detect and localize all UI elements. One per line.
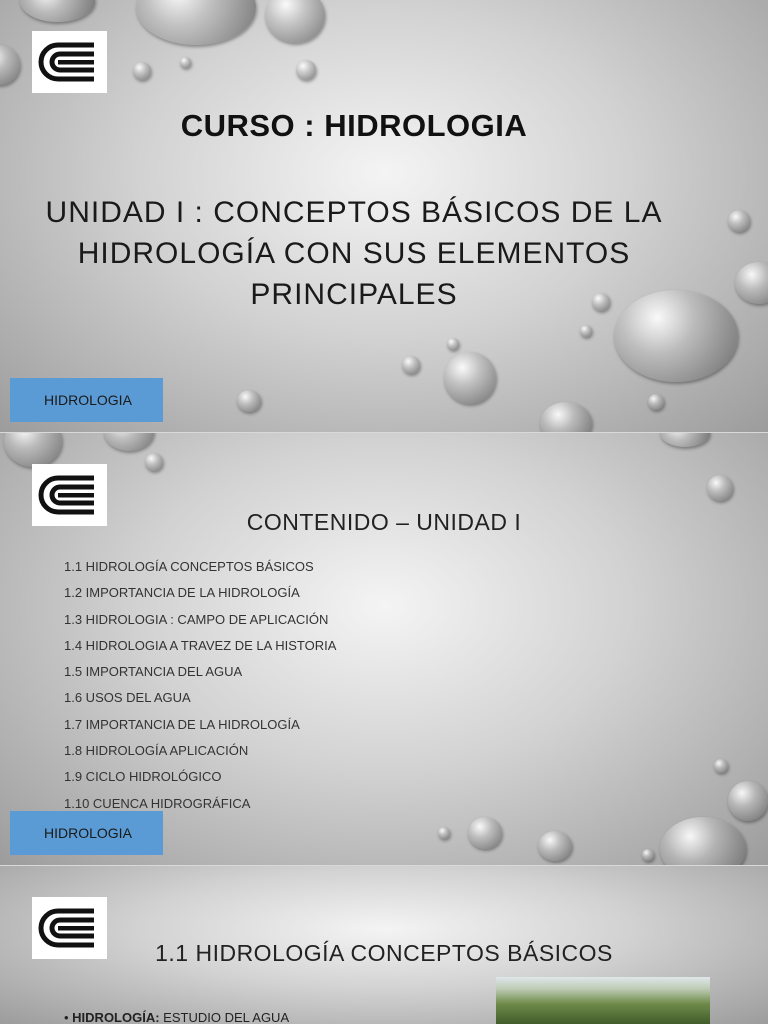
water-drop [540, 402, 592, 432]
water-drop [447, 338, 459, 350]
contents-item: 1.4 HIDROLOGIA A TRAVEZ DE LA HISTORIA [64, 637, 337, 653]
water-drop [468, 817, 502, 849]
contents-heading: CONTENIDO – UNIDAD I [246, 509, 522, 535]
water-drop [402, 356, 420, 374]
course-title: CURSO : HIDROLOGIA [180, 108, 528, 143]
water-drop [180, 57, 191, 68]
slide-1 [0, 0, 768, 432]
water-drop [707, 475, 733, 501]
logo [32, 31, 107, 93]
water-drop [145, 453, 163, 471]
water-drop [4, 433, 62, 467]
footer-label: HIDROLOGIA [10, 378, 163, 422]
bullet-dot: • [64, 1010, 73, 1024]
logo-mark-icon [32, 31, 107, 93]
water-drop [0, 45, 20, 85]
contents-item: 1.7 IMPORTANCIA DE LA HIDROLOGÍA [64, 716, 300, 732]
water-drop [538, 831, 572, 861]
contents-item: 1.6 USOS DEL AGUA [64, 690, 191, 706]
water-drop [648, 394, 664, 410]
water-drop [104, 433, 154, 451]
water-drop [296, 60, 316, 80]
bullet-text: ESTUDIO DEL AGUA [159, 1010, 290, 1024]
contents-list [64, 557, 336, 820]
footer-label: HIDROLOGIA [10, 811, 163, 855]
slide-2 [0, 433, 768, 865]
water-drop [136, 0, 256, 45]
bullet-item [64, 1010, 289, 1024]
water-drop [237, 390, 261, 412]
water-drop [444, 352, 496, 404]
contents-item: 1.9 CICLO HIDROLÓGICO [64, 769, 222, 785]
water-drop [660, 817, 746, 865]
water-drop [133, 62, 151, 80]
bullet-term: HIDROLOGÍA: [72, 1010, 160, 1024]
slide-3 [0, 866, 768, 1024]
water-drop [642, 849, 654, 861]
contents-item: 1.1 HIDROLOGÍA CONCEPTOS BÁSICOS [64, 559, 314, 574]
section-heading: 1.1 HIDROLOGÍA CONCEPTOS BÁSICOS [155, 940, 613, 966]
water-drop [735, 262, 768, 304]
water-drop [714, 759, 728, 773]
water-drop [660, 433, 710, 447]
contents-item: 1.8 HIDROLOGÍA APLICACIÓN [64, 743, 249, 759]
water-drop [438, 827, 450, 839]
water-drop [20, 0, 95, 22]
landscape-photo [496, 977, 710, 1024]
water-drop [580, 325, 592, 337]
contents-item: 1.3 HIDROLOGIA : CAMPO DE APLICACIÓN [64, 611, 329, 627]
water-drop [728, 781, 768, 821]
contents-item: 1.2 IMPORTANCIA DE LA HIDROLOGÍA [64, 585, 300, 601]
water-drop [265, 0, 325, 43]
unit-title: UNIDAD I : CONCEPTOS BÁSICOS DE LA HIDROLOGÍA CON SUS ELEMENTOS PRINCIPALES [45, 196, 663, 311]
contents-item: 1.5 IMPORTANCIA DEL AGUA [64, 664, 243, 680]
water-drop [728, 210, 750, 232]
contents-item: 1.10 CUENCA HIDROGRÁFICA [64, 795, 251, 811]
